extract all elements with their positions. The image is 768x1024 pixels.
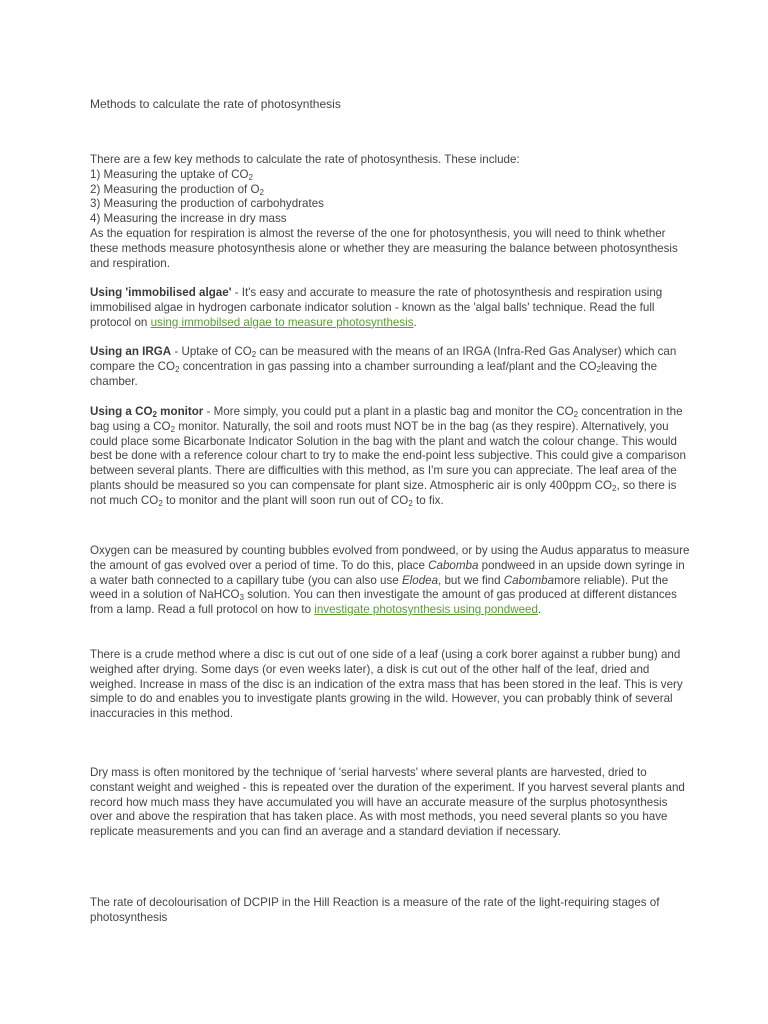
method-2: 2) Measuring the production of $O_2$ [90, 182, 264, 197]
algae-paragraph: Using 'immobilised algae' - It's easy and accurate to measure the rate of photosynthesis and respiration using immobilised algae in hydrogen carbonate indicator solution - known as the 'algal balls' technique. Read the full protocol on using immobilsed algae to measure photosynthesis. [90, 286, 663, 329]
algae-heading: Using 'immobilised algae' [90, 286, 232, 299]
algae-protocol-link[interactable]: using immobilsed algae to measure photosynthesis [150, 315, 414, 329]
co2-monitor-heading: Using a $CO_2$ monitor [90, 405, 204, 419]
page-title: Methods to calculate the rate of photosynthesis [90, 97, 341, 111]
dry-mass-paragraph: Dry mass is often monitored by the technique of 'serial harvests' where several plants are harvested, dried to constant weight and weighed - this is repeated over the duration of the experiment. If you harvest several plants and record how much mass they have accumulated you will have an accurate measure of the surplus photosynthesis over and above the respiration that has taken place. As with most methods, you need several plants so you have replicate measurements and you can find an average and a standard deviation if necessary. [90, 766, 685, 839]
intro-lead: There are a few key methods to calculate the rate of photosynthesis. These include: [90, 153, 520, 166]
oxygen-paragraph: Oxygen can be measured by counting bubbles evolved from pondweed, or by using the Audus apparatus to measure the amount of gas evolved over a period of time. To do this, place Cabomba pondweed in an upside down syringe in a water bath connected to a capillary tube (you can also use Elodea, but we find Cabombamore reliable). Put the weed in a solution of NaHCO$_3$ solution. You can then investigate the amount of gas produced at different distances from a lamp. Read a full protocol on how to investigate photosynthesis using pondweed. [90, 544, 690, 617]
method-3: 3) Measuring the production of carbohydrates [90, 197, 324, 211]
intro-paragraph [90, 153, 690, 271]
method-1: 1) Measuring the uptake of $CO_2$ [90, 167, 253, 182]
irga-paragraph: Using an IRGA - Uptake of $CO_2$ can be measured with the means of an IRGA (Infra-Red Gas Analyser) which can compare the $CO_2$ concentration in gas passing into a chamber surrounding a leaf/plant and the $CO_2leaving$ the chamber. [90, 345, 677, 388]
dcpip-paragraph: The rate of decolourisation of DCPIP in the Hill Reaction is a measure of the rate of the light-requiring stages of photosynthesis [90, 896, 660, 924]
leaf-disc-paragraph: There is a crude method where a disc is cut out of one side of a leaf (using a cork borer against a rubber bung) and weighed after drying. Some days (or even weeks later), a disk is cut out of the other half of the leaf, dried and weighed. Increase in mass of the disc is an indication of the extra mass that has been stored in the leaf. This is very simple to do and enables you to investigate plants growing in the wild. However, you can probably think of several inaccuracies in this method. [90, 648, 683, 721]
respiration-note: As the equation for respiration is almost the reverse of the one for photosynthesis, you will need to think whether these methods measure photosynthesis alone or whether they are measuring the balance between photosynthesis and respiration. [90, 226, 678, 270]
co2-monitor-paragraph: Using a $CO_2$ monitor - More simply, you could put a plant in a plastic bag and monitor the $CO_2$ concentration in the bag using a $CO_2$ monitor. Naturally, the soil and roots must NOT be in the bag (as they respire). Alternatively, you could place some Bicarbonate Indicator Solution in the bag with the plant and watch the colour change. This would best be done with a reference colour chart to try to make the end-point less subjective. This could give a comparison between several plants. There are difficulties with this method, as I'm sure you can appreciate. The leaf area of the plants should be measured so you can compensate for plant size. Atmospheric air is only 400ppm $CO_2$, so there is not much $CO_2$ to monitor and the plant will soon run out of $CO_2$ to fix. [90, 405, 686, 508]
method-4: 4) Measuring the increase in dry mass [90, 212, 287, 226]
pondweed-protocol-link[interactable]: investigate photosynthesis using pondweed [314, 603, 538, 617]
irga-heading: Using an IRGA [90, 345, 172, 358]
